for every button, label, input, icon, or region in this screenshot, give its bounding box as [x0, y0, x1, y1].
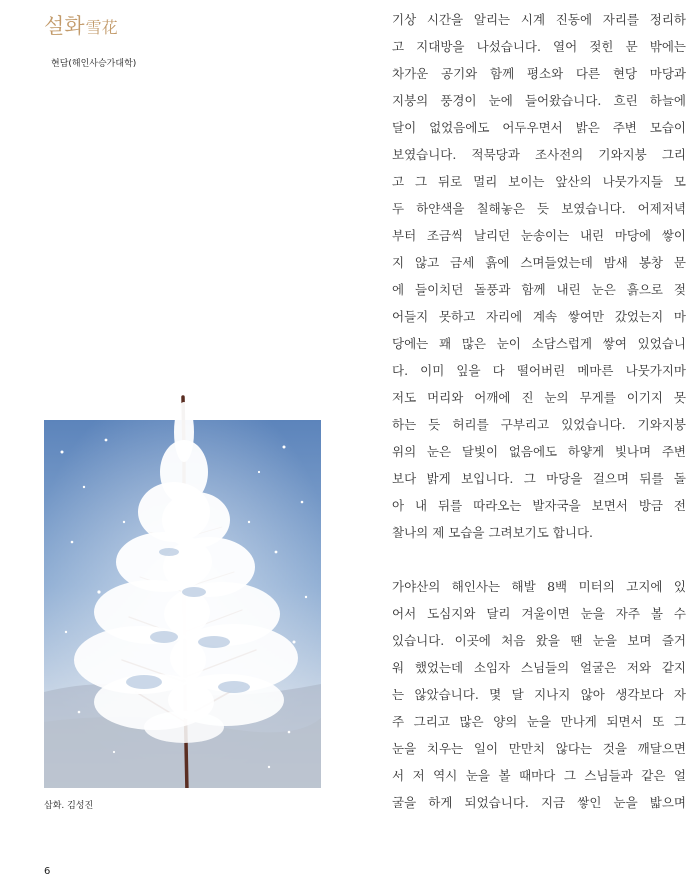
text-line: 굴을 하게 되었습니다. 지금 쌓인 눈을 밟으며 — [392, 795, 686, 810]
illustration-caption: 삽화. 김성진 — [44, 801, 94, 811]
paragraph-1 — [392, 6, 686, 546]
text-line: 달이 없었음에도 어두우면서 밝은 주변 모습이 — [392, 120, 686, 135]
text-line: 눈을 치우는 일이 만만치 않다는 것을 깨달으면 — [392, 741, 686, 756]
article-title — [44, 10, 118, 40]
article-body — [392, 6, 686, 816]
text-line: 당에는 꽤 많은 눈이 소담스럽게 쌓여 있었습니 — [392, 336, 686, 351]
snow-tree-illustration — [44, 392, 321, 788]
text-line: 어서 도심지와 달리 겨울이면 눈을 자주 볼 수 — [392, 606, 686, 621]
text-line: 지붕의 풍경이 눈에 들어왔습니다. 흐린 하늘에 — [392, 93, 686, 108]
paragraph-2 — [392, 573, 686, 816]
text-line: 하는 듯 허리를 구부리고 있었습니다. 기와지붕 — [392, 417, 686, 432]
snow-tree-svg — [44, 392, 321, 788]
paragraph-gap — [392, 546, 686, 573]
text-line: 두 하얀색을 칠해놓은 듯 보였습니다. 어제저녁 — [392, 201, 686, 216]
author-byline: 현담(해인사승가대학) — [51, 59, 137, 69]
title-hanja: 雪花 — [85, 18, 118, 37]
text-line: 워 했었는데 소임자 스님들의 얼굴은 저와 같지 — [392, 660, 686, 675]
text-line: 차가운 공기와 함께 평소와 다른 현당 마당과 — [392, 66, 686, 81]
text-line: 보다 밝게 보입니다. 그 마당을 걸으며 뒤를 돌 — [392, 471, 686, 486]
text-line: 는 않았습니다. 몇 달 지나지 않아 생각보다 자 — [392, 687, 686, 702]
page-number: 6 — [44, 866, 51, 877]
text-line: 다. 이미 잎을 다 떨어버린 메마른 나뭇가지마 — [392, 363, 686, 378]
text-line: 고 지대방을 나섰습니다. 열어 젖힌 문 밖에는 — [392, 39, 686, 54]
text-line: 고 그 뒤로 멀리 보이는 앞산의 나뭇가지들 모 — [392, 174, 686, 189]
text-line: 가야산의 해인사는 해발 8백 미터의 고지에 있 — [392, 579, 686, 594]
title-hangul: 설화 — [44, 14, 85, 38]
text-line: 부터 조금씩 날리던 눈송이는 내린 마당에 쌓이 — [392, 228, 686, 243]
text-line: 저도 머리와 어깨에 진 눈의 무게를 이기지 못 — [392, 390, 686, 405]
text-line: 지 않고 금세 흙에 스며들었는데 밤새 봉창 문 — [392, 255, 686, 270]
text-line: 에 들이치던 돌풍과 함께 내린 눈은 흙으로 젖 — [392, 282, 686, 297]
text-line: 아 내 뒤를 따라오는 발자국을 보면서 방금 전 — [392, 498, 686, 513]
text-line: 주 그리고 많은 양의 눈을 만나게 되면서 또 그 — [392, 714, 686, 729]
text-line: 어들지 못하고 자리에 계속 쌓여만 갔었는지 마 — [392, 309, 686, 324]
text-line: 있습니다. 이곳에 처음 왔을 땐 눈을 보며 즐거 — [392, 633, 686, 648]
text-line: 기상 시간을 알리는 시계 진동에 자리를 정리하 — [392, 12, 686, 27]
text-line: 서 저 역시 눈을 볼 때마다 그 스님들과 같은 얼 — [392, 768, 686, 783]
text-line: 위의 눈은 달빛이 없음에도 하얗게 빛나며 주변 — [392, 444, 686, 459]
text-line: 찰나의 제 모습을 그려보기도 합니다. — [392, 525, 593, 540]
text-line: 보였습니다. 적묵당과 조사전의 기와지붕 그리 — [392, 147, 686, 162]
